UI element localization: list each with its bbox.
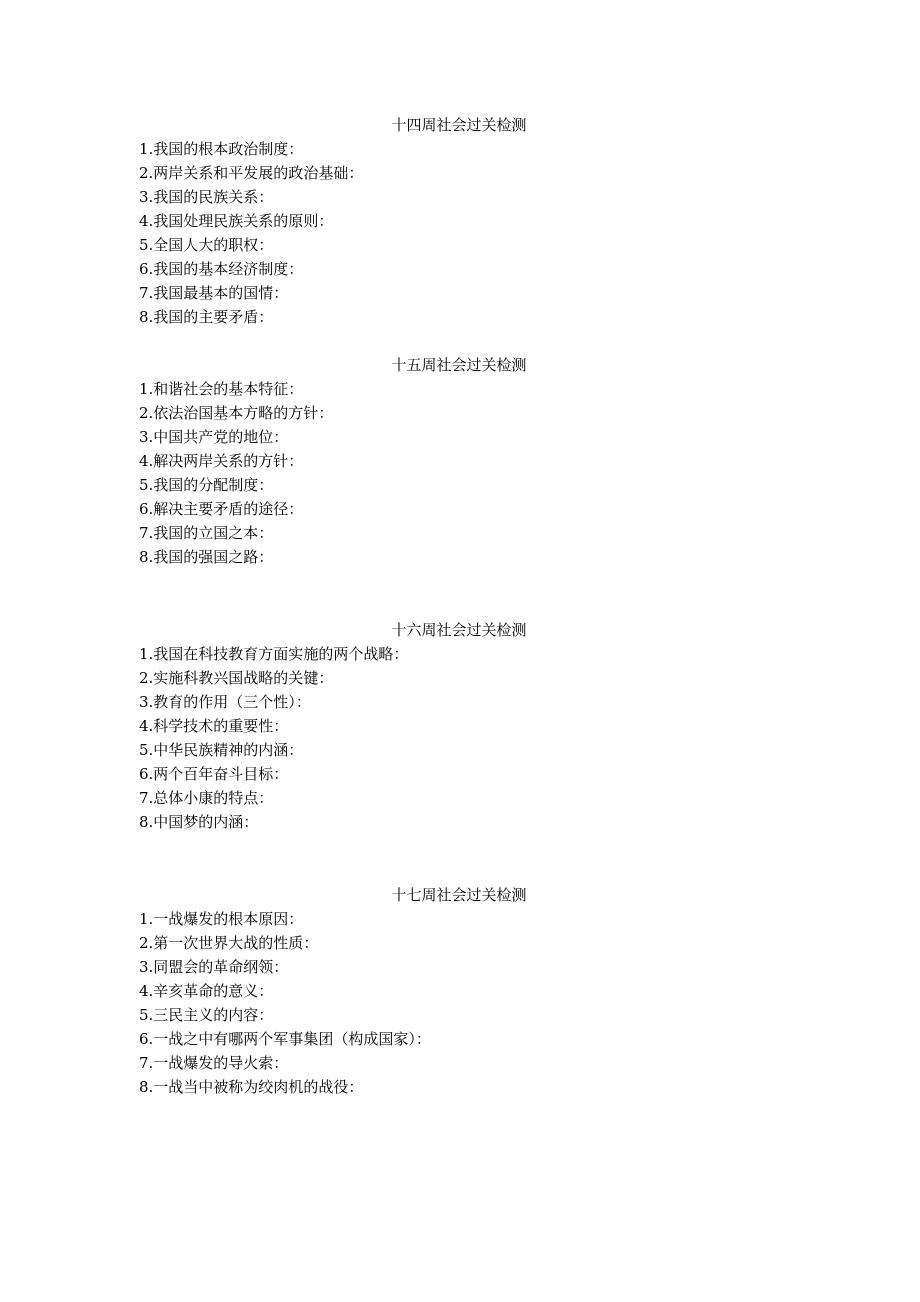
question-item: 5.我国的分配制度： xyxy=(139,476,274,494)
question-item: 3.教育的作用（三个性）： xyxy=(139,693,311,711)
question-item: 6.一战之中有哪两个军事集团（构成国家）： xyxy=(139,1030,431,1048)
question-item: 8.我国的强国之路： xyxy=(139,548,274,566)
question-item: 5.全国人大的职权： xyxy=(139,236,274,254)
section-week-16 xyxy=(139,618,779,834)
question-item: 7.总体小康的特点： xyxy=(139,789,274,807)
section-title: 十七周社会过关检测 xyxy=(391,886,527,904)
question-item: 3.同盟会的革命纲领： xyxy=(139,958,289,976)
section-title: 十四周社会过关检测 xyxy=(391,116,527,134)
section-title: 十五周社会过关检测 xyxy=(391,356,527,374)
question-item: 3.中国共产党的地位： xyxy=(139,428,289,446)
question-item: 8.中国梦的内涵： xyxy=(139,813,259,831)
section-title: 十六周社会过关检测 xyxy=(391,621,527,639)
question-item: 1.我国在科技教育方面实施的两个战略： xyxy=(139,645,409,663)
section-week-14 xyxy=(139,113,779,329)
question-item: 1.和谐社会的基本特征： xyxy=(139,380,304,398)
question-item: 2.第一次世界大战的性质： xyxy=(139,934,319,952)
question-item: 5.中华民族精神的内涵： xyxy=(139,741,304,759)
question-item: 6.我国的基本经济制度： xyxy=(139,260,304,278)
question-item: 6.两个百年奋斗目标： xyxy=(139,765,289,783)
question-item: 2.依法治国基本方略的方针： xyxy=(139,404,334,422)
question-item: 1.一战爆发的根本原因： xyxy=(139,910,304,928)
section-week-17 xyxy=(139,883,779,1099)
question-item: 7.我国的立国之本： xyxy=(139,524,274,542)
question-item: 4.科学技术的重要性： xyxy=(139,717,289,735)
question-item: 4.解决两岸关系的方针： xyxy=(139,452,304,470)
question-item: 4.我国处理民族关系的原则： xyxy=(139,212,334,230)
question-item: 6.解决主要矛盾的途径： xyxy=(139,500,304,518)
section-week-15 xyxy=(139,353,779,569)
question-item: 2.两岸关系和平发展的政治基础： xyxy=(139,164,364,182)
question-item: 1.我国的根本政治制度： xyxy=(139,140,304,158)
question-item: 4.辛亥革命的意义： xyxy=(139,982,274,1000)
question-item: 5.三民主义的内容： xyxy=(139,1006,274,1024)
question-item: 3.我国的民族关系： xyxy=(139,188,274,206)
question-item: 8.我国的主要矛盾： xyxy=(139,308,274,326)
question-item: 8.一战当中被称为绞肉机的战役： xyxy=(139,1078,364,1096)
question-item: 7.一战爆发的导火索： xyxy=(139,1054,289,1072)
question-item: 2.实施科教兴国战略的关键： xyxy=(139,669,334,687)
question-item: 7.我国最基本的国情： xyxy=(139,284,289,302)
